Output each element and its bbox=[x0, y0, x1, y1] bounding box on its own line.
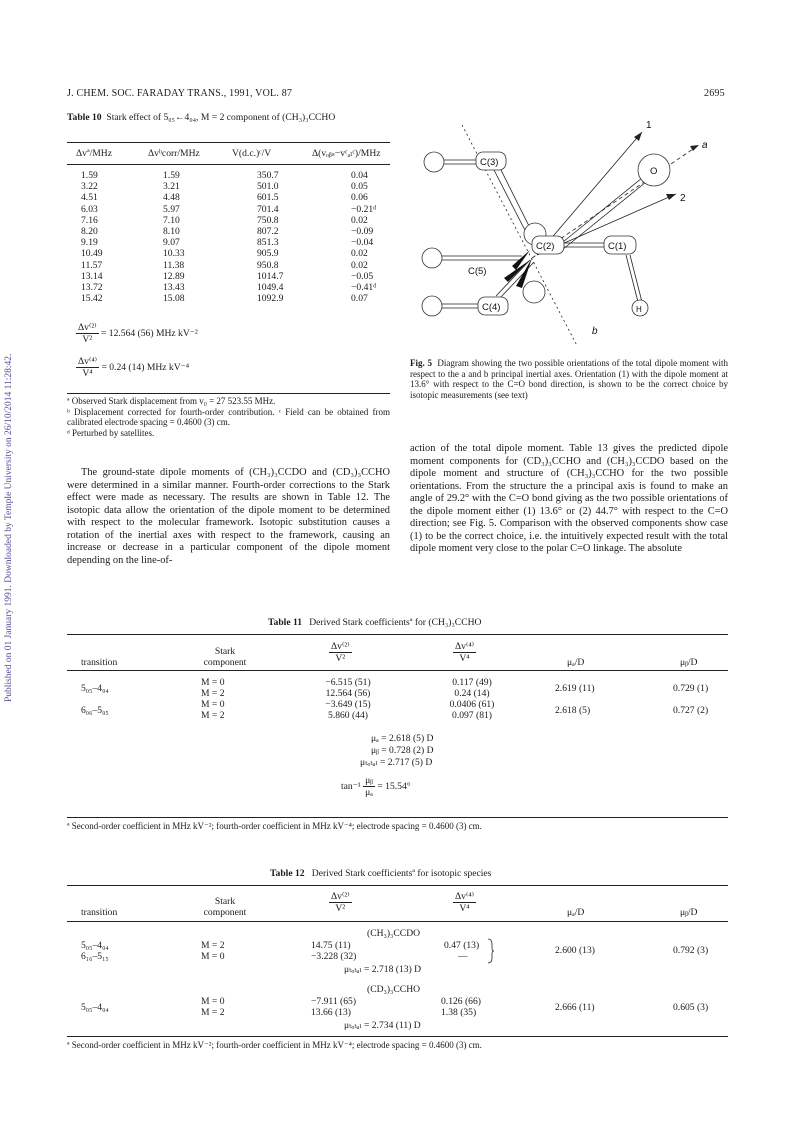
table12-total-1: μₜₒₜₐₗ = 2.718 (13) D bbox=[344, 964, 422, 975]
table12-c2-2a: −7.911 (65) bbox=[311, 996, 357, 1007]
table10-cell: 601.5 bbox=[257, 192, 279, 204]
table10-cell: 1092.9 bbox=[257, 293, 284, 305]
c3-methyl-atom bbox=[424, 152, 444, 172]
table12-species-1: (CH₃)₃CCDO bbox=[367, 928, 421, 939]
table12-col-c2: $\frac{\text{Δv⁽²⁾}}{\text{V²}}$ bbox=[331, 891, 350, 915]
table12-mub-2: 0.605 (3) bbox=[673, 1002, 709, 1013]
atom-label-h: H bbox=[636, 305, 642, 314]
table11-mua-2: 2.618 (5) bbox=[555, 705, 591, 716]
table11-col-c4: $\frac{\text{Δv⁽⁴⁾}}{\text{V⁴}}$ bbox=[455, 641, 475, 665]
table10-cell: 4.51 bbox=[81, 192, 98, 204]
table11-c2-1b: 12.564 (56) bbox=[325, 688, 371, 699]
table10-top-rule bbox=[67, 142, 390, 143]
table10-row bbox=[67, 260, 390, 271]
table12-col-mua: μₐ/D bbox=[567, 907, 585, 918]
table10-cell: −0.21ᵈ bbox=[351, 203, 377, 215]
atom-label-c5: C(5) bbox=[468, 266, 487, 277]
axis-label-1: 1 bbox=[646, 120, 652, 131]
table10-cell: 0.04 bbox=[351, 170, 368, 181]
table12-footnote: ª Second-order coefficient in MHz kV⁻²; fourth-order coefficient in MHz kV⁻⁴; electrode spacing = 0.4600 (3) cm. bbox=[67, 1040, 482, 1050]
table11-summary-mua: μₐ = 2.618 (5) D bbox=[371, 733, 434, 744]
table10-row bbox=[67, 170, 390, 181]
table11-col-stark: Stark component bbox=[203, 646, 247, 669]
atom-label-o: O bbox=[650, 166, 658, 177]
table10-row bbox=[67, 192, 390, 203]
table10-footnote-b: ᵇ Displacement corrected for fourth-order contribution. ᶜ Field can be obtained from calibrated electrode spacing = 0.4600 (3) cm. bbox=[67, 406, 390, 427]
table12-c4-1a: 0.47 (13) bbox=[444, 940, 480, 951]
table11-summary-total: μₜₒₜₐₗ = 2.717 (5) D bbox=[360, 757, 433, 768]
table10-cell: 1.59 bbox=[81, 170, 98, 181]
table11-c4-1b: 0.24 (14) bbox=[454, 688, 490, 699]
table10-cell: 8.10 bbox=[163, 226, 180, 238]
atom-label-c3: C(3) bbox=[480, 157, 499, 168]
table10-cell: 13.43 bbox=[163, 282, 185, 294]
table10-cell: 0.02 bbox=[351, 248, 368, 260]
table10-cell: 0.02 bbox=[351, 214, 368, 226]
table10-cell: −0.05 bbox=[351, 270, 374, 282]
table10-cell: 0.02 bbox=[351, 259, 368, 271]
table10-cell: 3.22 bbox=[81, 181, 98, 193]
table11-col-c2: $\frac{\text{Δv⁽²⁾}}{\text{V²}}$ bbox=[331, 641, 350, 665]
table10-cell: 0.05 bbox=[351, 181, 368, 193]
atom-label-c1: C(1) bbox=[608, 241, 627, 252]
table10-cell: 13.72 bbox=[81, 282, 103, 294]
table10-row bbox=[67, 215, 390, 226]
table12-comp-1b: M = 0 bbox=[201, 951, 225, 962]
table10-row bbox=[67, 293, 390, 304]
table10-cell: 851.3 bbox=[257, 237, 279, 249]
table10-cell: 1.59 bbox=[163, 170, 180, 181]
table11-mub-1: 0.729 (1) bbox=[673, 683, 709, 694]
table10-cell: 350.7 bbox=[257, 170, 279, 181]
table11-c4-2b: 0.097 (81) bbox=[452, 710, 492, 721]
table10-cell: 807.2 bbox=[257, 226, 279, 238]
table10-cell: −0.04 bbox=[351, 237, 374, 249]
table10-row bbox=[67, 271, 390, 282]
table11-footnote: ª Second-order coefficient in MHz kV⁻²; fourth-order coefficient in MHz kV⁻⁴; electrode spacing = 0.4600 (3) cm. bbox=[67, 821, 482, 831]
table12-comp-1a: M = 2 bbox=[201, 940, 225, 951]
right-paragraph: action of the total dipole moment. Table 13 gives the predicted dipole moment components for (CD₃)₃CCHO and (CH₃)₃CCDO based on the dipole moment and structure of (CH₃)₃CCHO for the two possible orientations. From the structure the a principal axis is found to make an angle of 29.2° with the C=O bond giving as the two possible orientations of the dipole moment either (1) 13.6° or (2) 44.7° with respect to the C=O direction; see Fig. 5. Comparison with the observed components show case (1) to be the correct choice, i.e. the intuitively expected result with the total dipole moment very close to the polar C=O linkage. The absolute bbox=[410, 443, 728, 554]
table12-mid-rule bbox=[67, 921, 728, 922]
table10-coef4: $\frac{\text{Δv⁽⁴⁾}}{\text{V⁴}}$ = 0.24 (14) MHz kV⁻⁴ bbox=[78, 356, 190, 380]
table10-body bbox=[67, 170, 390, 304]
table11-c2-1a: −6.515 (51) bbox=[325, 677, 371, 688]
table12-caption: Table 12 Derived Stark coefficientsª for isotopic species bbox=[270, 868, 492, 879]
table12-c4-2a: 0.126 (66) bbox=[441, 996, 481, 1007]
table11-comp-1a: M = 0 bbox=[201, 677, 225, 688]
table10-cell: 9.07 bbox=[163, 237, 180, 249]
table10-cell: 4.48 bbox=[163, 192, 180, 204]
table11-col-mub: μᵦ/D bbox=[680, 657, 698, 668]
c4-methyl-atom bbox=[422, 296, 442, 316]
table10-col4-head: Δ(vₒᵦₛ−vᶜₐₗᶜ)/MHz bbox=[312, 148, 381, 159]
table10-cell: 13.14 bbox=[81, 270, 103, 282]
table10-cell: 12.89 bbox=[163, 270, 185, 282]
table11-mub-2: 0.727 (2) bbox=[673, 705, 709, 716]
table12-transition-2: 5₀₅–4₀₄ bbox=[81, 1002, 109, 1013]
table10-cell: 701.4 bbox=[257, 203, 279, 215]
table11-caption: Table 11 Derived Stark coefficientsª for (CH₃)₃CCHO bbox=[268, 617, 482, 628]
table10-footnote-d: ᵈ Perturbed by satellites. bbox=[67, 427, 155, 438]
table10-cell: 11.57 bbox=[81, 259, 103, 271]
table10-cell: 1049.4 bbox=[257, 282, 284, 294]
table11-summary-mub: μᵦ = 0.728 (2) D bbox=[371, 745, 434, 756]
figure5-caption: Fig. 5 Diagram showing the two possible orientations of the total dipole moment with respect to the a and b principal inertial axes. Orientation (1) with the dipole moment at 13.6° with respect to the C=O bond direction, is shown to be the correct choice by isotopic measurements (see text) bbox=[410, 358, 729, 400]
table11-c4-1a: 0.117 (49) bbox=[452, 677, 492, 688]
table10-cell: 950.8 bbox=[257, 259, 279, 271]
table10-coef2: $\frac{\text{Δv⁽²⁾}}{\text{V²}}$ = 12.564 (56) MHz kV⁻² bbox=[78, 322, 198, 346]
table10-header-row bbox=[67, 148, 390, 159]
table10-mid-rule bbox=[67, 164, 390, 165]
table12-c2-1a: 14.75 (11) bbox=[311, 940, 351, 951]
c4-h-atom bbox=[523, 281, 545, 303]
table11-transition-1: 5₀₅–4₀₄ bbox=[81, 683, 109, 694]
table12-c2-1b: −3.228 (32) bbox=[311, 951, 357, 962]
download-watermark: Published on 01 January 1991. Downloaded by Temple University on 26/10/2014 11:28:42. bbox=[4, 353, 14, 702]
table11-c2-2b: 5.860 (44) bbox=[328, 710, 368, 721]
table12-comp-2b: M = 2 bbox=[201, 1007, 225, 1018]
table10-cell: −0.09 bbox=[351, 226, 374, 238]
table10-row bbox=[67, 248, 390, 259]
table10-cell: 15.42 bbox=[81, 293, 103, 305]
table10-col3-head: V(d.c.)ᶜ/V bbox=[232, 148, 272, 159]
table12-species-2: (CD₃)₃CCHO bbox=[367, 984, 421, 995]
table10-footnote-a: ª Observed Stark displacement from v₀ = 27 523.55 MHz. bbox=[67, 396, 276, 406]
table10-cell: 10.33 bbox=[163, 248, 185, 260]
table10-cell: 501.0 bbox=[257, 181, 279, 193]
table10-cell: 1014.7 bbox=[257, 270, 284, 282]
figure5-diagram bbox=[412, 110, 730, 344]
table10-cell: 5.97 bbox=[163, 203, 180, 215]
table10-cell: 15.08 bbox=[163, 293, 185, 305]
table12-col-mub: μᵦ/D bbox=[680, 907, 698, 918]
table10-cell: 0.07 bbox=[351, 293, 368, 305]
table12-comp-2a: M = 0 bbox=[201, 996, 225, 1007]
table10-row bbox=[67, 226, 390, 237]
table10-bottom-rule bbox=[67, 393, 390, 394]
c5-methyl-atom bbox=[422, 248, 442, 268]
table10-cell: 6.03 bbox=[81, 203, 98, 215]
table10-col2-head: Δvᵇcorr/MHz bbox=[148, 148, 200, 159]
axis-label-2: 2 bbox=[680, 193, 686, 204]
axis-label-a: a bbox=[702, 140, 708, 151]
table12-c2-2b: 13.66 (13) bbox=[311, 1007, 351, 1018]
table10-cell: 11.38 bbox=[163, 259, 185, 271]
table11-comp-2b: M = 2 bbox=[201, 710, 225, 721]
table10-cell: 0.06 bbox=[351, 192, 368, 204]
table12-total-2: μₜₒₜₐₗ = 2.734 (11) D bbox=[344, 1020, 421, 1031]
table10-row bbox=[67, 237, 390, 248]
table10-cell: 9.19 bbox=[81, 237, 98, 249]
table11-comp-1b: M = 2 bbox=[201, 688, 225, 699]
table10-cell: 7.10 bbox=[163, 214, 180, 226]
table12-col-transition: transition bbox=[81, 907, 118, 918]
table12-top-rule bbox=[67, 885, 728, 886]
table10-col1-head: Δvª/MHz bbox=[76, 148, 112, 159]
table10-row bbox=[67, 204, 390, 215]
atom-label-c2: C(2) bbox=[536, 241, 555, 252]
journal-header: J. CHEM. SOC. FARADAY TRANS., 1991, VOL. 87 bbox=[67, 88, 293, 99]
table10-cell: 10.49 bbox=[81, 248, 103, 260]
table10-cell: 7.16 bbox=[81, 214, 98, 226]
table10-cell: −0.41ᵈ bbox=[351, 282, 377, 294]
table10-row bbox=[67, 181, 390, 192]
table11-mid-rule bbox=[67, 670, 728, 671]
table10-cell: 3.21 bbox=[163, 181, 180, 193]
table12-c4-2b: 1.38 (35) bbox=[441, 1007, 477, 1018]
atom-label-c4: C(4) bbox=[482, 302, 501, 313]
table12-col-stark: Stark component bbox=[203, 896, 247, 919]
table10-cell: 8.20 bbox=[81, 226, 98, 238]
axis-label-b: b bbox=[592, 326, 598, 337]
table12-transition-1b: 6₁₆–5₁₅ bbox=[81, 951, 109, 962]
table12-bottom-rule bbox=[67, 1036, 728, 1037]
table12-mub-1: 0.792 (3) bbox=[673, 945, 709, 956]
table12-col-c4: $\frac{\text{Δv⁽⁴⁾}}{\text{V⁴}}$ bbox=[455, 891, 475, 915]
table11-c2-2a: −3.649 (15) bbox=[325, 699, 371, 710]
table12-mua-1: 2.600 (13) bbox=[555, 945, 595, 956]
table12-mua-2: 2.666 (11) bbox=[555, 1002, 595, 1013]
table12-brace bbox=[487, 938, 495, 964]
table11-col-transition: transition bbox=[81, 657, 118, 668]
table10-caption: Table 10 Stark effect of 5₀₅←4₀₄, M = 2 component of (CH₃)₃CCHO bbox=[67, 112, 336, 123]
table12-transition-1a: 5₀₅–4₀₄ bbox=[81, 940, 109, 951]
table10-row bbox=[67, 282, 390, 293]
table11-transition-2: 6₀₆–5₀₅ bbox=[81, 705, 109, 716]
table11-bottom-rule bbox=[67, 817, 728, 818]
table12-c4-1b: — bbox=[458, 951, 468, 962]
left-paragraph: The ground-state dipole moments of (CH₃)₃CCDO and (CD₃)₃CCHO were determined in a similar manner. Fourth-order corrections to the Stark effect were made as necessary. The results are shown in Table 12. The isotopic data allow the orientation of the dipole moment to be determined with respect to the molecular framework. Isotopic substitution causes a rotation of the inertial axes with respect to the framework, causing an increase or decrease in a particular component of the dipole moment depending on the line-of- bbox=[67, 467, 390, 566]
table10-cell: 905.9 bbox=[257, 248, 279, 260]
table11-top-rule bbox=[67, 634, 728, 635]
table11-c4-2a: 0.0406 (61) bbox=[449, 699, 495, 710]
table10-footnotes bbox=[67, 396, 390, 438]
table11-tan-angle: tan⁻¹ $\frac{\text{μᵦ}}{\text{μₐ}}$ = 15.54° bbox=[341, 775, 411, 799]
page-number: 2695 bbox=[704, 88, 725, 99]
table11-comp-2a: M = 0 bbox=[201, 699, 225, 710]
table11-mua-1: 2.619 (11) bbox=[555, 683, 595, 694]
table10-cell: 750.8 bbox=[257, 214, 279, 226]
table11-col-mua: μₐ/D bbox=[567, 657, 585, 668]
